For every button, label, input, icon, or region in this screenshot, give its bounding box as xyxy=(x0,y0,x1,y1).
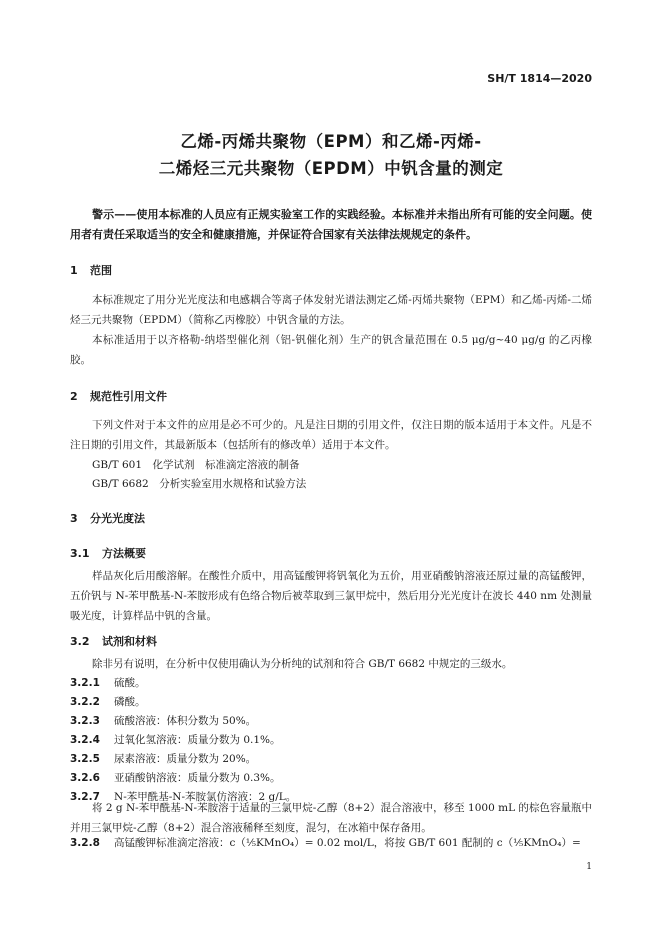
list-item xyxy=(70,713,256,728)
section-number: 2 xyxy=(70,390,78,403)
section-1-paragraph-2: 本标准适用于以齐格勒-纳塔型催化剂（铝-钒催化剂）生产的钒含量范围在 0.5 μg/g~40 μg/g 的乙丙橡胶。 xyxy=(70,334,592,366)
subsection-number: 3.1 xyxy=(70,547,90,560)
title-line-2: 二烯烃三元共聚物（EPDM）中钒含量的测定 xyxy=(158,159,504,178)
list-item xyxy=(70,694,146,709)
section-3-2-7-paragraph: 将 2 g N-苯甲酰基-N-苯胺溶于适量的三氯甲烷-乙醇（8+2）混合溶液中，移至 1000 mL 的棕色容量瓶中并用三氯甲烷-乙醇（8+2）混合溶液稀释至刻度，混匀，在冰箱中保存备用。 xyxy=(70,802,592,834)
list-item xyxy=(70,675,146,690)
item-number: 3.2.4 xyxy=(70,734,100,746)
section-title: 范围 xyxy=(90,264,112,277)
list-item xyxy=(70,751,256,766)
section-title: 规范性引用文件 xyxy=(90,390,167,403)
subsection-title: 方法概要 xyxy=(102,547,146,560)
section-3-2-intro: 除非另有说明，在分析中仅使用确认为分析纯的试剂和符合 GB/T 6682 中规定的三级水。 xyxy=(92,658,513,670)
title-line-1: 乙烯-丙烯共聚物（EPM）和乙烯-丙烯- xyxy=(180,132,482,151)
subsection-number: 3.2 xyxy=(70,635,90,648)
item-text: 尿素溶液：质量分数为 20%。 xyxy=(114,753,257,765)
reference-gbt-601: GB/T 601 化学试剂 标准滴定溶液的制备 xyxy=(92,459,300,471)
item-number: 3.2.8 xyxy=(70,837,100,849)
section-1-paragraph-1: 本标准规定了用分光光度法和电感耦合等离子体发射光谱法测定乙烯-丙烯共聚物（EPM）和乙烯-丙烯-二烯烃三元共聚物（EPDM）（简称乙丙橡胶）中钒含量的方法。 xyxy=(70,294,592,326)
section-1-heading xyxy=(70,262,112,278)
warning-paragraph: 警示——使用本标准的人员应有正规实验室工作的实践经验。本标准并未指出所有可能的安全问题。使用者有责任采取适当的安全和健康措施，并保证符合国家有关法律法规规定的条件。 xyxy=(70,208,592,241)
page-number: 1 xyxy=(586,862,592,872)
item-text: N-苯甲酰基-N-苯胺氯仿溶液：2 g/L。 xyxy=(114,791,297,803)
item-number: 3.2.6 xyxy=(70,772,100,784)
section-3-heading xyxy=(70,510,145,526)
list-item xyxy=(70,732,281,747)
section-3-1-paragraph: 样品灰化后用酸溶解。在酸性介质中，用高锰酸钾将钒氧化为五价，用亚硝酸钠溶液还原过量的高锰酸钾，五价钒与 N-苯甲酰基-N-苯胺形成有色络合物后被萃取到三氯甲烷中，然后用分光光度计在波长 440 nm 处测量吸光度，计算样品中钒的含量。 xyxy=(70,570,592,622)
item-number: 3.2.7 xyxy=(70,791,100,803)
section-3-1-heading xyxy=(70,545,146,561)
item-text: 硫酸。 xyxy=(114,677,146,689)
item-text: 磷酸。 xyxy=(114,696,146,708)
reference-gbt-6682: GB/T 6682 分析实验室用水规格和试验方法 xyxy=(92,478,307,490)
item-text: 硫酸溶液：体积分数为 50%。 xyxy=(114,715,257,727)
item-text: 高锰酸钾标准滴定溶液：c（⅕KMnO₄）= 0.02 mol/L，将按 GB/T 601 配制的 c（⅕KMnO₄）= xyxy=(114,837,581,849)
item-number: 3.2.2 xyxy=(70,696,100,708)
item-number: 3.2.3 xyxy=(70,715,100,727)
section-3-2-heading xyxy=(70,633,157,649)
item-number: 3.2.5 xyxy=(70,753,100,765)
subsection-title: 试剂和材料 xyxy=(102,635,157,648)
item-text: 过氧化氢溶液：质量分数为 0.1%。 xyxy=(114,734,281,746)
list-item xyxy=(70,835,581,850)
section-number: 3 xyxy=(70,512,78,525)
section-2-paragraph-1: 下列文件对于本文件的应用是必不可少的。凡是注日期的引用文件，仅注日期的版本适用于本文件。凡是不注日期的引用文件，其最新版本（包括所有的修改单）适用于本文件。 xyxy=(70,419,592,451)
standard-number: SH/T 1814—2020 xyxy=(487,72,592,85)
item-text: 亚硝酸钠溶液：质量分数为 0.3%。 xyxy=(114,772,281,784)
section-number: 1 xyxy=(70,264,78,277)
list-item xyxy=(70,770,281,785)
item-number: 3.2.1 xyxy=(70,677,100,689)
section-title: 分光光度法 xyxy=(90,512,145,525)
section-2-heading xyxy=(70,388,167,404)
